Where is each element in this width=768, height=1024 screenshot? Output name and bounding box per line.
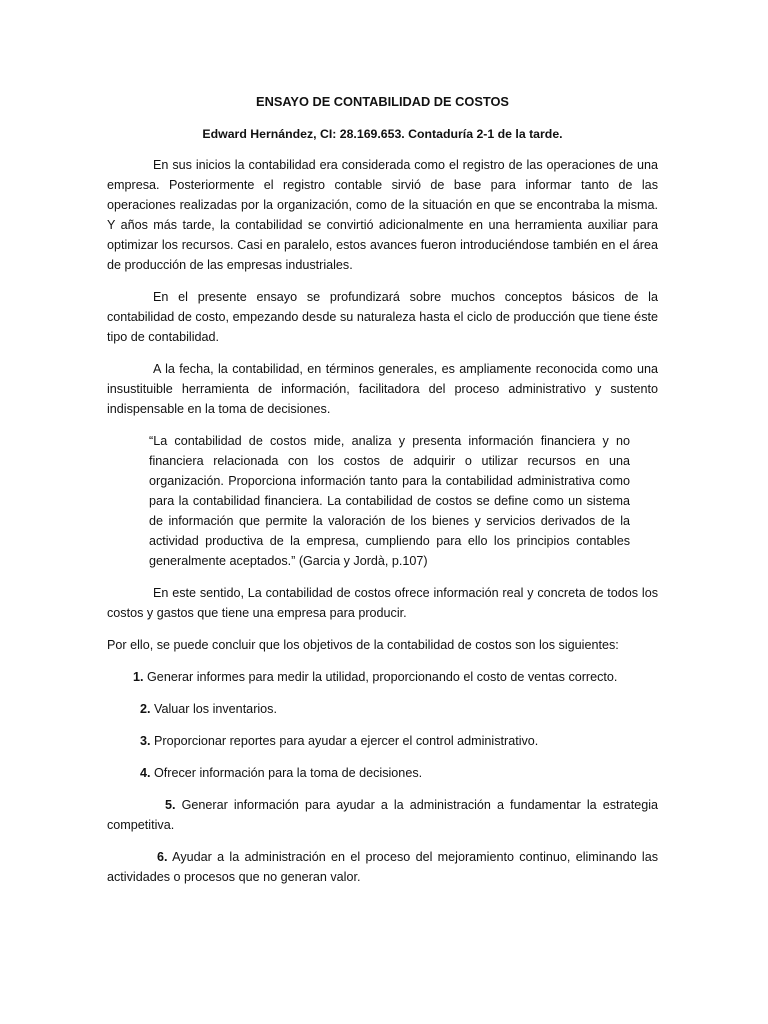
list-item-number: 5.	[165, 798, 176, 812]
objectives-intro: Por ello, se puede concluir que los objetivos de la contabilidad de costos son los siguientes:	[107, 638, 619, 652]
list-item-text: Ayudar a la administración en el proceso del mejoramiento continuo, eliminando las actividades o procesos que no generan valor.	[107, 850, 659, 884]
list-item-text: Proporcionar reportes para ayudar a ejercer el control administrativo.	[154, 734, 539, 748]
list-item-text: Generar información para ayudar a la administración a fundamentar la estrategia competitiva.	[107, 798, 658, 832]
list-item-text: Ofrecer información para la toma de decisiones.	[154, 766, 423, 780]
list-item	[107, 763, 658, 783]
list-item	[107, 731, 658, 751]
document-title: ENSAYO DE CONTABILIDAD DE COSTOS	[256, 94, 509, 109]
list-item-text: Valuar los inventarios.	[154, 702, 277, 716]
author-line: Edward Hernández, CI: 28.169.653. Contaduría 2-1 de la tarde.	[202, 127, 563, 141]
document-body	[107, 93, 658, 899]
list-item-number: 1.	[133, 670, 144, 684]
list-item	[107, 795, 658, 835]
list-item-number: 4.	[140, 766, 151, 780]
list-item-number: 3.	[140, 734, 151, 748]
list-item	[107, 667, 658, 687]
list-item-number: 2.	[140, 702, 151, 716]
list-item-number: 6.	[157, 850, 168, 864]
list-item	[107, 847, 658, 887]
block-quote: “La contabilidad de costos mide, analiza y presenta información financiera y no financiera relacionada con los costos de adquirir o utilizar recursos en una organización. Proporciona información tanto para la contabilidad administrativa como para la contabilidad financiera. La contabilidad de costos se define como un sistema de información que permite la valoración de los bienes y servicios derivados de la actividad productiva de la empresa, cumpliendo para ello los principios contables generalmente aceptados.” (Garcia y Jordà, p.107)	[149, 434, 630, 568]
list-item-text: Generar informes para medir la utilidad, proporcionando el costo de ventas correcto.	[147, 670, 618, 684]
paragraph-context: A la fecha, la contabilidad, en términos generales, es ampliamente reconocida como una insustituible herramienta de información, facilitadora del proceso administrativo y sustento indispensable en la toma de decisiones.	[107, 362, 658, 416]
paragraph-intro: En sus inicios la contabilidad era considerada como el registro de las operaciones de una empresa. Posteriormente el registro contable sirvió de base para informar tanto de las operaciones realizadas por la organización, como de la situación en que se encontraba la misma. Y años más tarde, la contabilidad se convirtió adicionalmente en una herramienta auxiliar para optimizar los recursos. Casi en paralelo, estos avances fueron introduciéndose también en el área de producción de las empresas industriales.	[107, 158, 658, 272]
list-item	[107, 699, 658, 719]
paragraph-purpose: En el presente ensayo se profundizará sobre muchos conceptos básicos de la contabilidad de costo, empezando desde su naturaleza hasta el ciclo de producción que tiene éste tipo de contabilidad.	[107, 290, 658, 344]
paragraph-after-quote: En este sentido, La contabilidad de costos ofrece información real y concreta de todos los costos y gastos que tiene una empresa para producir.	[107, 586, 658, 620]
